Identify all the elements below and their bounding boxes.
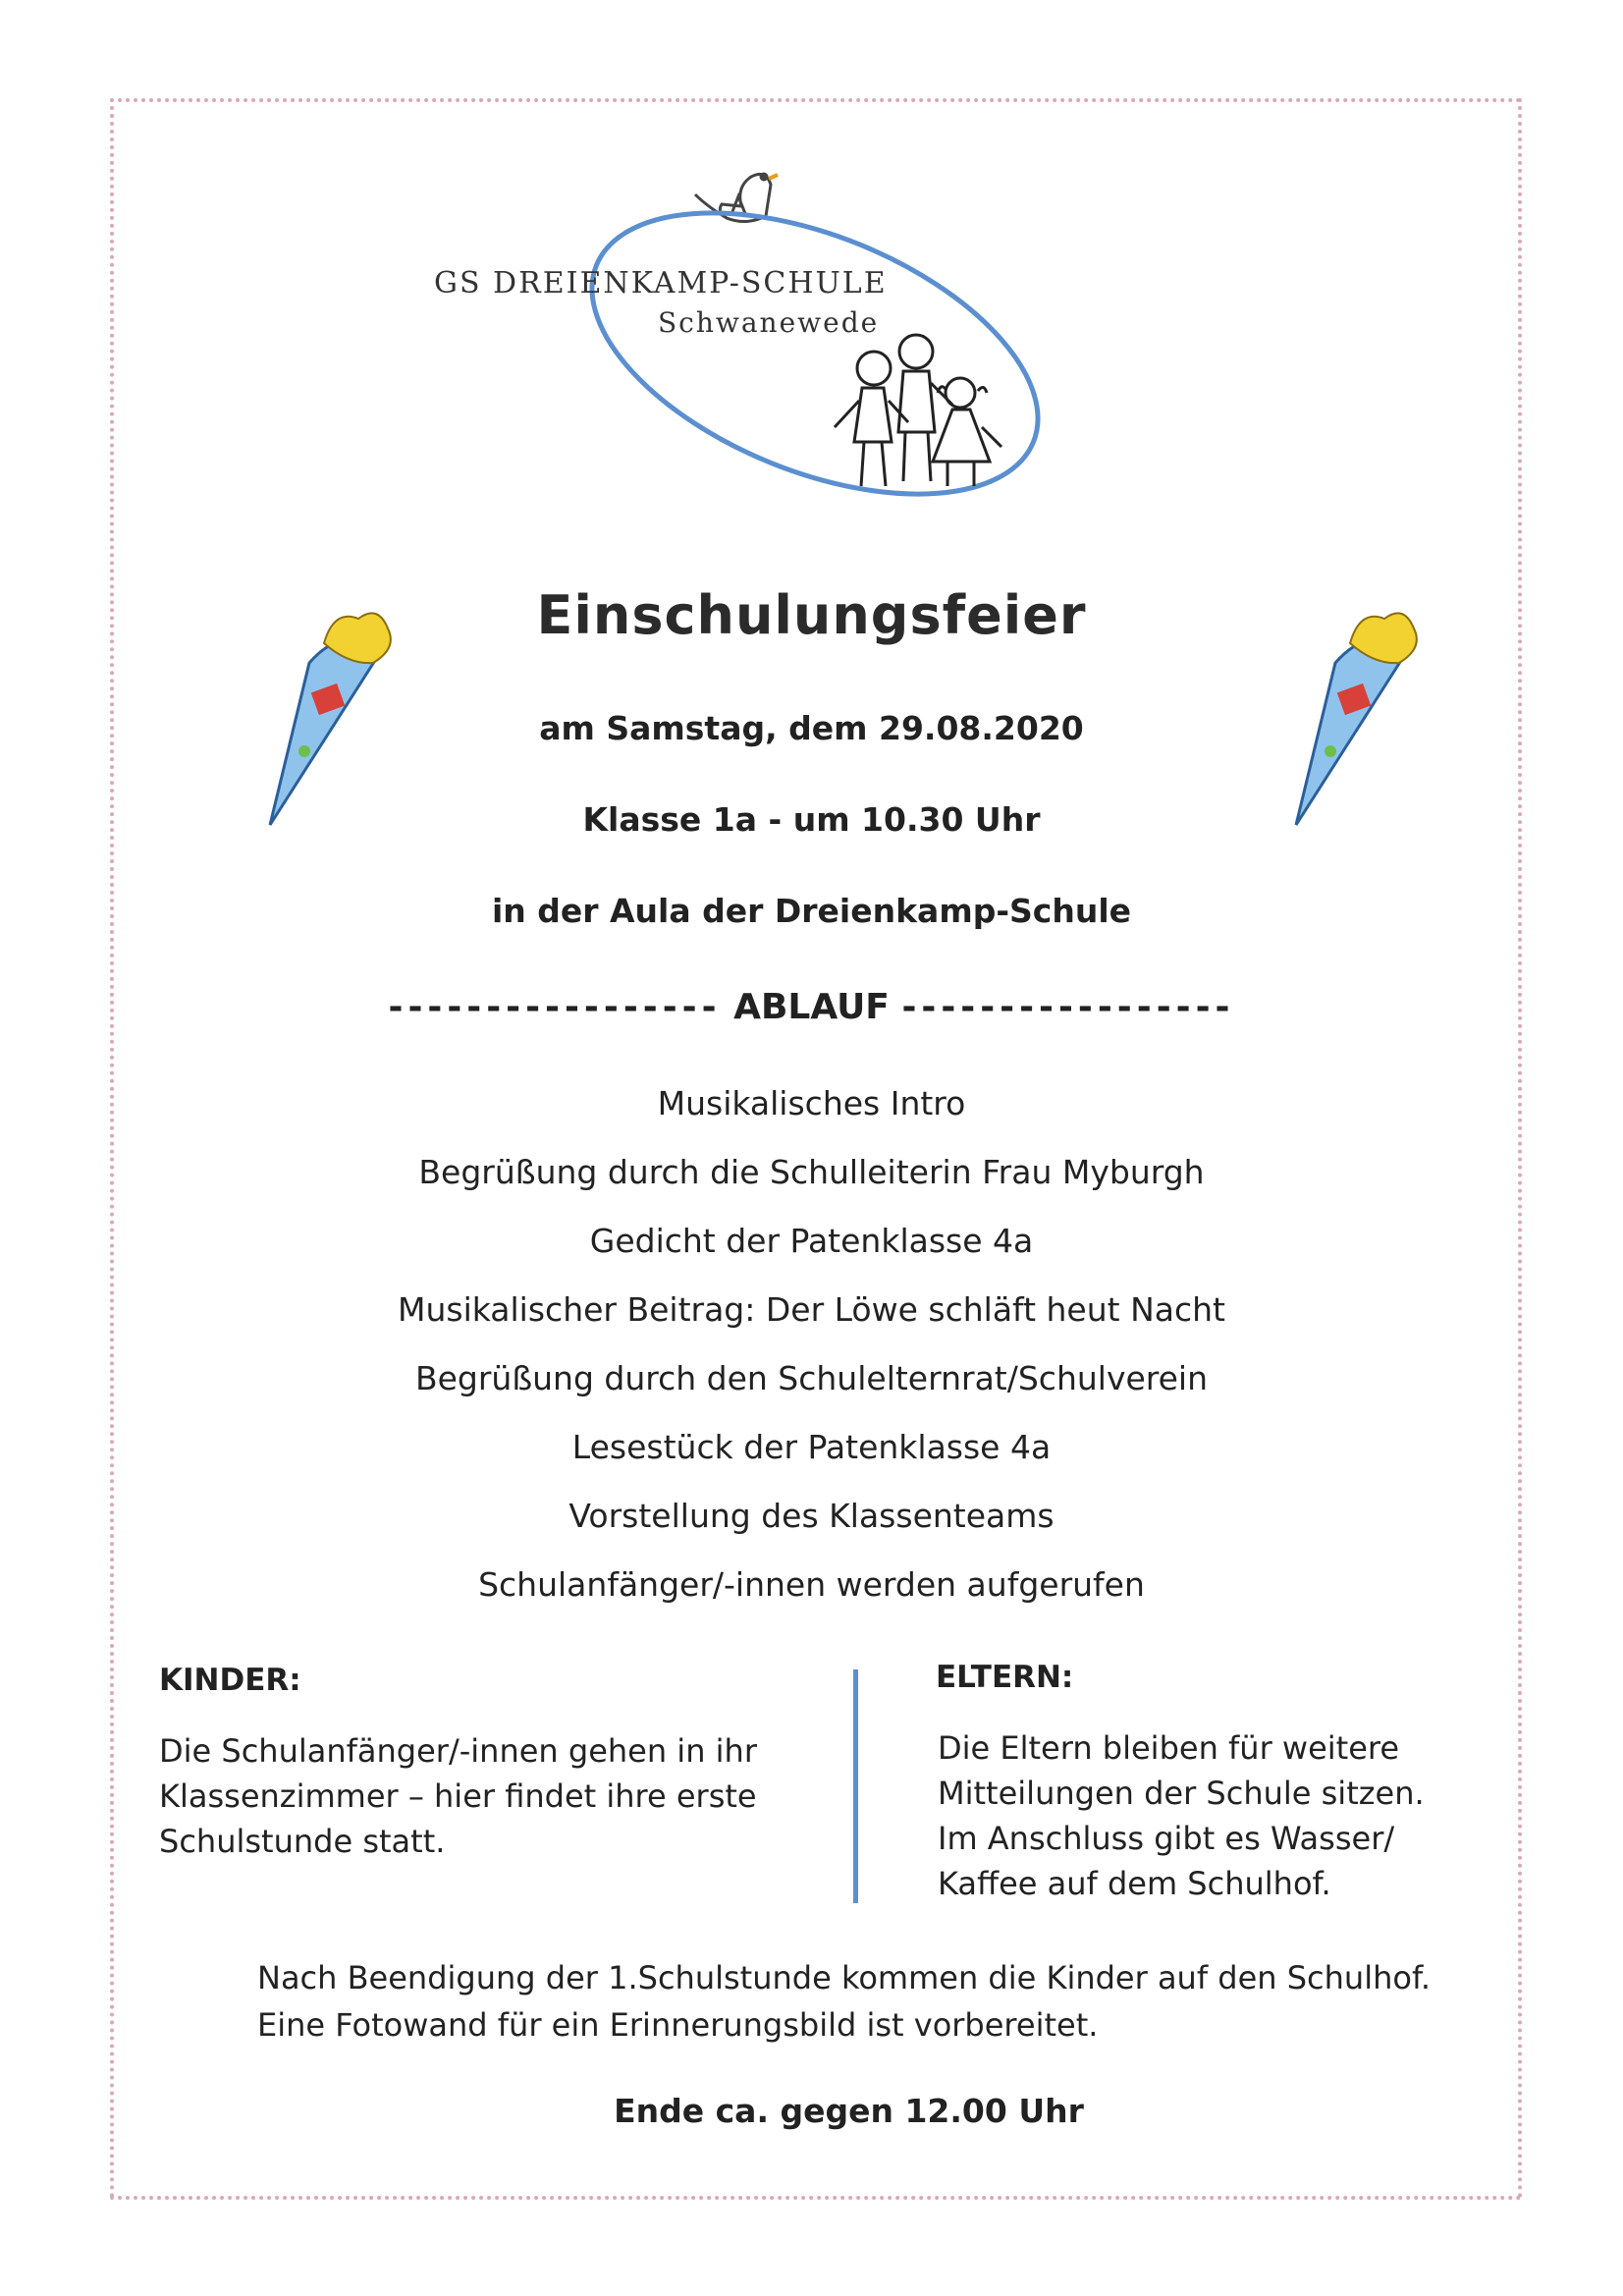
program-item: Schulanfänger/-innen werden aufgerufen [478,1565,1145,1604]
event-class-time: Klasse 1a - um 10.30 Uhr [582,800,1041,839]
eltern-line: Mitteilungen der Schule sitzen. [938,1775,1425,1812]
closing-line: Nach Beendigung der 1.Schulstunde kommen die Kinder auf den Schulhof. [257,1959,1432,1996]
eltern-heading: ELTERN: [936,1660,1074,1695]
kinder-heading: KINDER: [159,1663,301,1698]
eltern-line: Kaffee auf dem Schulhof. [938,1865,1331,1902]
closing-text [257,1954,1435,2049]
kinder-text [159,1728,757,1864]
children-icon [835,335,1001,486]
eltern-text [938,1725,1425,1906]
program-item: Gedicht der Patenklasse 4a [589,1222,1034,1260]
kinder-line: Die Schulanfänger/-innen gehen in ihr [159,1732,757,1770]
event-date: am Samstag, dem 29.08.2020 [539,709,1084,747]
event-location: in der Aula der Dreienkamp-Schule [491,892,1132,930]
program-item: Lesestück der Patenklasse 4a [571,1428,1052,1466]
eltern-line: Im Anschluss gibt es Wasser/ [938,1820,1395,1857]
closing-line: Eine Fotowand für ein Erinnerungsbild ist vorbereitet. [257,2006,1099,2044]
eltern-line: Die Eltern bleiben für weitere [938,1729,1400,1767]
program-item: Vorstellung des Klassenteams [568,1497,1055,1535]
school-logo [422,147,1051,511]
ablauf-heading [295,987,1328,1027]
end-time: Ende ca. gegen 12.00 Uhr [614,2092,1084,2130]
page-title: Einschulungsfeier [536,584,1087,646]
logo-school-name: GS DREIENKAMP-SCHULE [434,266,888,301]
logo-town: Schwanewede [658,306,880,339]
kinder-line: Schulstunde statt. [159,1823,446,1860]
kinder-line: Klassenzimmer – hier findet ihre erste [159,1777,757,1815]
ablauf-dashes-left: ----------------- [388,987,722,1027]
ablauf-label: ABLAUF [733,987,890,1027]
ablauf-dashes-right: ----------------- [901,987,1235,1027]
program-item: Begrüßung durch den Schulelternrat/Schulverein [414,1359,1209,1397]
program-item: Musikalischer Beitrag: Der Löwe schläft heut Nacht [398,1290,1225,1329]
program-item: Begrüßung durch die Schulleiterin Frau Myburgh [418,1153,1205,1191]
program-item: Musikalisches Intro [657,1084,966,1122]
column-divider [853,1669,858,1903]
